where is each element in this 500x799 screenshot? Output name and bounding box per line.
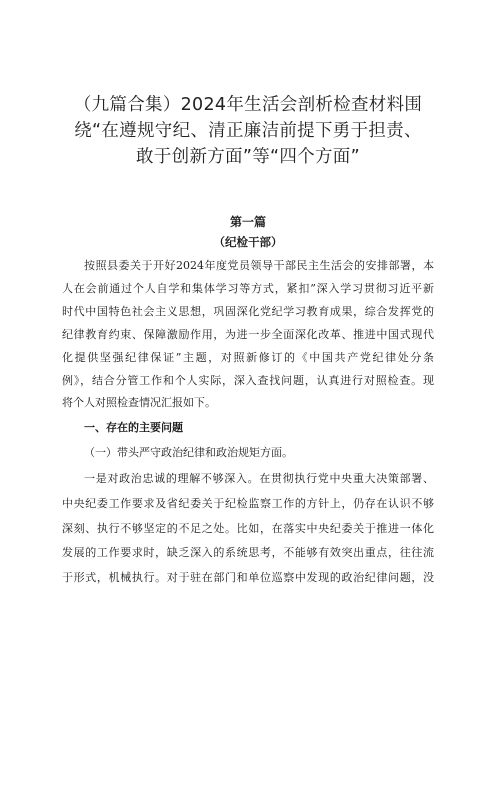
body-paragraph	[62, 467, 434, 590]
title-line-3: 敢于创新方面”等“四个方面”	[136, 147, 360, 167]
section-title: 第一篇	[229, 215, 266, 229]
para-line-4: 发展的工作要求时，缺乏深入的系统思考，不能够有效突出重点，往往流	[62, 546, 434, 560]
subheading-political-discipline: （一）带头严守政治纪律和政治规矩方面。	[84, 446, 293, 460]
intro-line-6: 例》，结合分管工作和个人实际，深入查找问题，认真进行对照检查。现	[62, 373, 434, 387]
para-line-2: 中央纪委工作要求及省纪委关于纪检监察工作的方针上，仍存在认识不够	[62, 496, 434, 510]
para-line-1: 一是对政治忠诚的理解不够深入。在贯彻执行党中央重大决策部署、	[84, 472, 434, 486]
intro-line-4: 纪律教育约束、保障激励作用，为进一步全面深化改革、推进中国式现代	[62, 327, 434, 341]
document-title	[62, 92, 434, 170]
intro-line-5: 化提供坚强纪律保证”主题，对照新修订的《中国共产党纪律处分条	[62, 350, 434, 364]
document-page	[0, 92, 500, 799]
para-line-5: 于形式，机械执行。对于驻在部门和单位巡察中发现的政治纪律问题，没	[62, 570, 434, 584]
title-line-2: 绕“在遵规守纪、清正廉洁前提下勇于担责、	[74, 121, 422, 141]
intro-line-1: 按照县委关于开好2024年度党员领导干部民主生活会的安排部署，本	[84, 259, 434, 272]
heading-main-problems: 一、存在的主要问题	[84, 421, 183, 435]
para-line-3: 深刻、执行不够坚定的不足之处。比如，在落实中央纪委关于推进一体化	[62, 521, 434, 535]
intro-line-2: 人在会前通过个人自学和集体学习等方式，紧扣”深入学习贯彻习近平新	[62, 281, 434, 295]
intro-paragraph	[62, 255, 434, 415]
title-line-1: （九篇合集）2024年生活会剖析检查材料围	[73, 95, 423, 115]
intro-line-3: 时代中国特色社会主义思想，巩固深化党纪学习教育成果，综合发挥党的	[62, 304, 434, 318]
intro-line-7: 将个人对照检查情况汇报如下。	[62, 396, 216, 410]
section-subtitle: （纪检干部）	[213, 235, 283, 249]
